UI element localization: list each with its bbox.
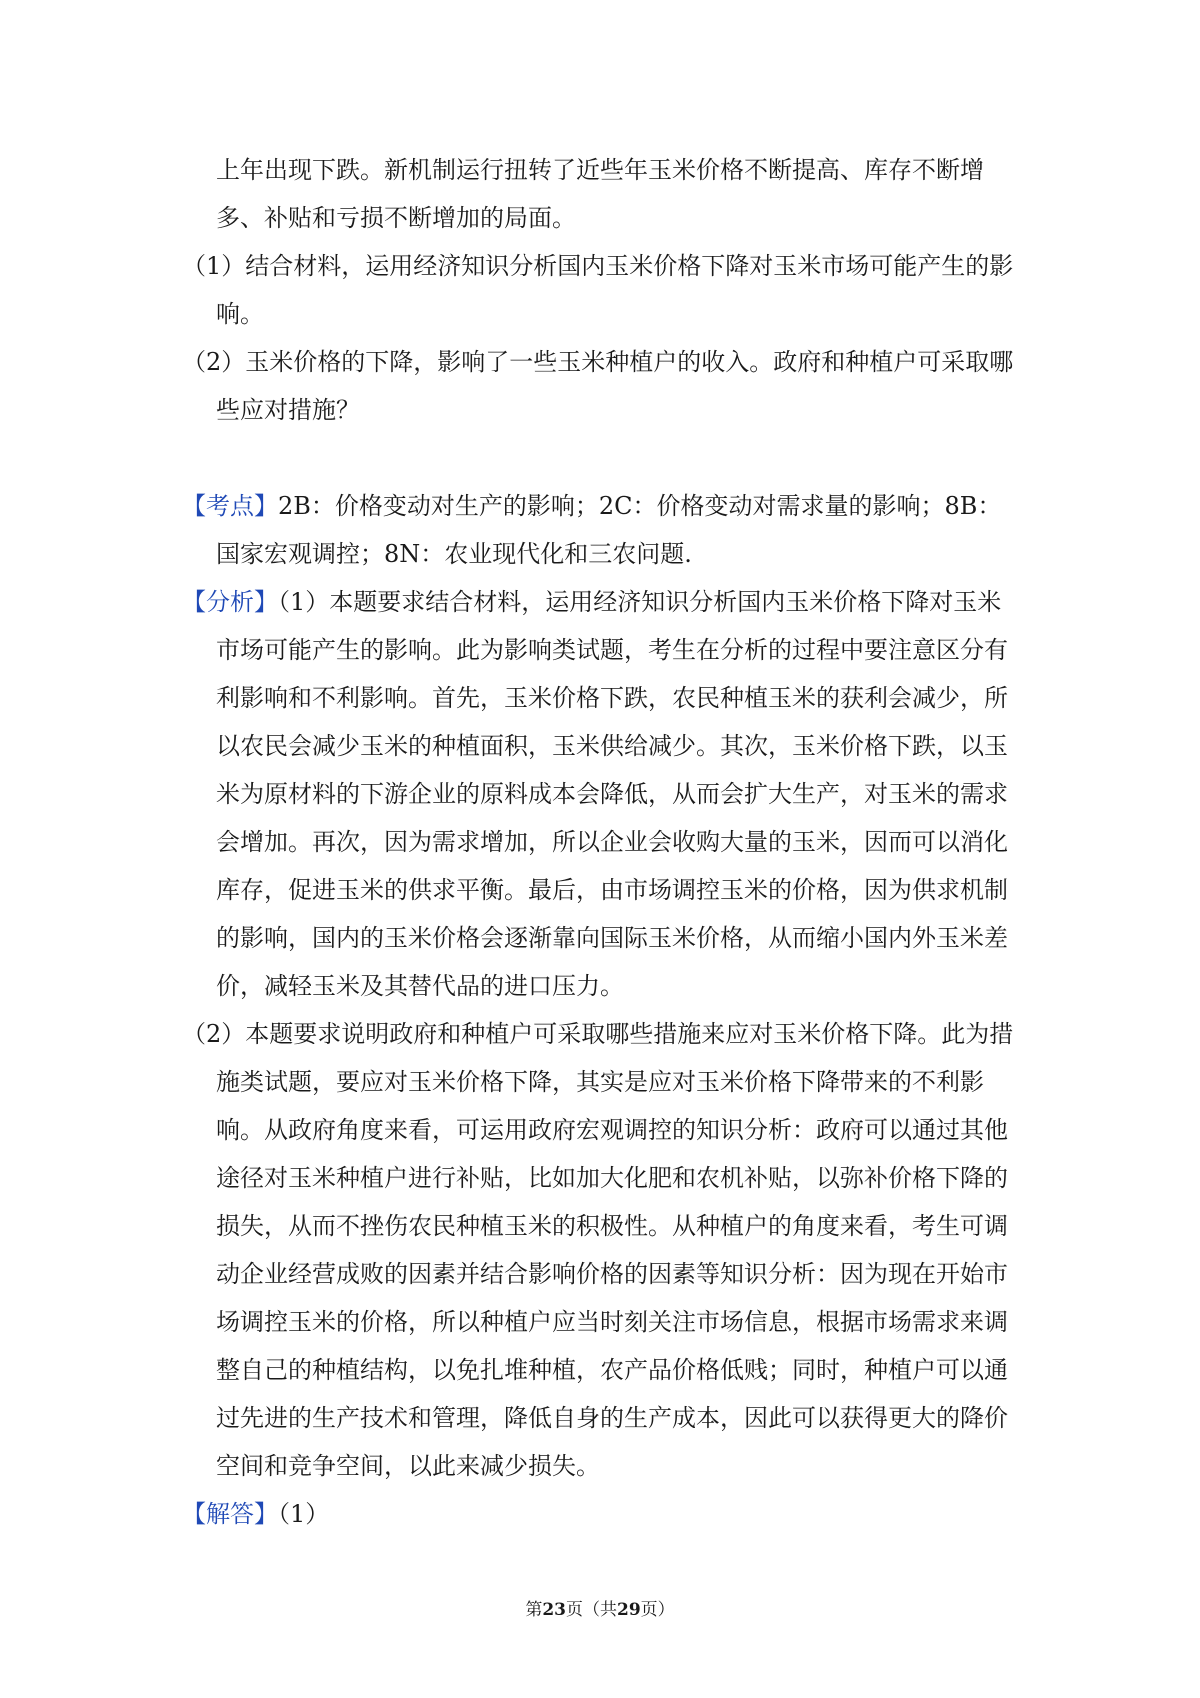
fenxi-tag: 【分析】	[182, 588, 278, 616]
material-tail-text: 上年出现下跌。新机制运行扭转了近些年玉米价格不断提高、库存不断增多、补贴和亏损不断增加的局面。	[216, 156, 984, 232]
question-2-text: （2）玉米价格的下降，影响了一些玉米种植户的收入。政府和种植户可采取哪些应对措施？	[182, 348, 1014, 424]
fenxi-part-2: （2）本题要求说明政府和种植户可采取哪些措施来应对玉米价格下降。此为措施类试题，要应对玉米价格下降，其实是应对玉米价格下降带来的不利影响。从政府角度来看，可运用政府宏观调控的知识分析：政府可以通过其他途径对玉米种植户进行补贴，比如加大化肥和农机补贴，以弥补价格下降的损失，从而不挫伤农民种植玉米的积极性。从种植户的角度来看，考生可调动企业经营成败的因素并结合影响价格的因素等知识分析：因为现在开始市场调控玉米的价格，所以种植户应当时刻关注市场信息，根据市场需求来调整自己的种植结构，以免扎堆种植，农产品价格低贱；同时，种植户可以通过先进的生产技术和管理，降低自身的生产成本，因此可以获得更大的降价空间和竞争空间，以此来减少损失。	[182, 1020, 1014, 1480]
kaodian-tag: 【考点】	[182, 492, 278, 520]
page-footer	[0, 1598, 1200, 1622]
jieda-section	[182, 1490, 1024, 1538]
footer-suffix: 页）	[640, 1600, 675, 1620]
footer-total-pages: 29	[617, 1600, 641, 1620]
question-2	[182, 338, 1024, 434]
kaodian-text: 2B：价格变动对生产的影响；2C：价格变动对需求量的影响；8B：国家宏观调控；8N：农业现代化和三农问题.	[216, 492, 1002, 568]
section-gap	[182, 434, 1024, 482]
fenxi-part-1: （1）本题要求结合材料，运用经济知识分析国内玉米价格下降对玉米市场可能产生的影响。此为影响类试题，考生在分析的过程中要注意区分有利影响和不利影响。首先，玉米价格下跌，农民种植玉米的获利会减少，所以农民会减少玉米的种植面积，玉米供给减少。其次，玉米价格下跌，以玉米为原材料的下游企业的原料成本会降低，从而会扩大生产，对玉米的需求会增加。再次，因为需求增加，所以企业会收购大量的玉米，因而可以消化库存，促进玉米的供求平衡。最后，由市场调控玉米的价格，因为供求机制的影响，国内的玉米价格会逐渐靠向国际玉米价格，从而缩小国内外玉米差价，减轻玉米及其替代品的进口压力。	[216, 588, 1008, 1000]
jieda-tag: 【解答】	[182, 1500, 278, 1528]
page-content	[182, 146, 1024, 1538]
footer-middle: 页（共	[566, 1600, 617, 1620]
fenxi-part-2-paragraph	[182, 1010, 1024, 1490]
fenxi-section	[182, 578, 1024, 1010]
jieda-text: （1）	[278, 1500, 330, 1528]
kaodian-section	[182, 482, 1024, 578]
footer-page-number: 23	[542, 1600, 566, 1620]
material-tail	[182, 146, 1024, 242]
question-1	[182, 242, 1024, 338]
question-1-text: （1）结合材料，运用经济知识分析国内玉米价格下降对玉米市场可能产生的影响。	[182, 252, 1014, 328]
footer-prefix: 第	[525, 1600, 543, 1620]
